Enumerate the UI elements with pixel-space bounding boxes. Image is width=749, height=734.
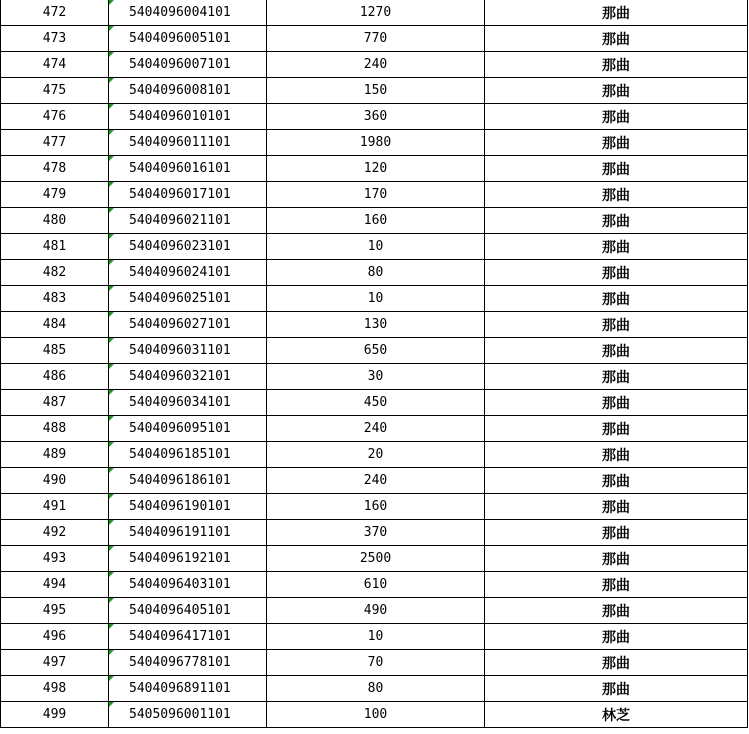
value-cell[interactable]: 150 bbox=[267, 78, 485, 104]
table-row bbox=[1, 416, 748, 442]
row-number-cell[interactable]: 496 bbox=[1, 624, 109, 650]
row-number-cell[interactable]: 486 bbox=[1, 364, 109, 390]
text-format-marker-icon bbox=[109, 650, 114, 655]
text-format-marker-icon bbox=[109, 130, 114, 135]
value-cell[interactable]: 1980 bbox=[267, 130, 485, 156]
table-row bbox=[1, 546, 748, 572]
code-text: 5404096891101 bbox=[129, 681, 231, 696]
code-cell[interactable] bbox=[109, 0, 267, 26]
region-cell[interactable]: 林芝 bbox=[485, 702, 748, 728]
region-cell[interactable]: 那曲 bbox=[485, 390, 748, 416]
code-cell[interactable] bbox=[109, 598, 267, 624]
value-cell[interactable]: 170 bbox=[267, 182, 485, 208]
region-cell[interactable]: 那曲 bbox=[485, 130, 748, 156]
code-cell[interactable] bbox=[109, 650, 267, 676]
code-cell[interactable] bbox=[109, 702, 267, 728]
row-number-cell[interactable]: 483 bbox=[1, 286, 109, 312]
code-cell[interactable] bbox=[109, 364, 267, 390]
code-text: 5404096025101 bbox=[129, 291, 231, 306]
region-cell[interactable]: 那曲 bbox=[485, 520, 748, 546]
row-number-cell[interactable]: 488 bbox=[1, 416, 109, 442]
region-cell[interactable]: 那曲 bbox=[485, 598, 748, 624]
code-text: 5405096001101 bbox=[129, 707, 231, 722]
row-number-cell[interactable]: 484 bbox=[1, 312, 109, 338]
region-cell[interactable]: 那曲 bbox=[485, 494, 748, 520]
text-format-marker-icon bbox=[109, 520, 114, 525]
table-row bbox=[1, 494, 748, 520]
row-number-cell[interactable]: 478 bbox=[1, 156, 109, 182]
region-cell[interactable]: 那曲 bbox=[485, 624, 748, 650]
code-cell[interactable] bbox=[109, 338, 267, 364]
table-row bbox=[1, 78, 748, 104]
text-format-marker-icon bbox=[109, 234, 114, 239]
text-format-marker-icon bbox=[109, 182, 114, 187]
text-format-marker-icon bbox=[109, 78, 114, 83]
code-cell[interactable] bbox=[109, 234, 267, 260]
region-cell[interactable]: 那曲 bbox=[485, 78, 748, 104]
row-number-cell[interactable]: 474 bbox=[1, 52, 109, 78]
row-number-cell[interactable]: 498 bbox=[1, 676, 109, 702]
table-row bbox=[1, 52, 748, 78]
code-text: 5404096023101 bbox=[129, 239, 231, 254]
text-format-marker-icon bbox=[109, 260, 114, 265]
code-text: 5404096004101 bbox=[129, 5, 231, 20]
code-text: 5404096192101 bbox=[129, 551, 231, 566]
row-number-cell[interactable]: 499 bbox=[1, 702, 109, 728]
code-cell[interactable] bbox=[109, 286, 267, 312]
value-cell[interactable]: 610 bbox=[267, 572, 485, 598]
row-number-cell[interactable]: 481 bbox=[1, 234, 109, 260]
code-text: 5404096190101 bbox=[129, 499, 231, 514]
code-cell[interactable] bbox=[109, 208, 267, 234]
value-cell[interactable]: 100 bbox=[267, 702, 485, 728]
table-row bbox=[1, 572, 748, 598]
region-cell[interactable]: 那曲 bbox=[485, 182, 748, 208]
region-cell[interactable]: 那曲 bbox=[485, 546, 748, 572]
table-row bbox=[1, 468, 748, 494]
region-cell[interactable]: 那曲 bbox=[485, 312, 748, 338]
value-cell[interactable]: 120 bbox=[267, 156, 485, 182]
region-cell[interactable]: 那曲 bbox=[485, 156, 748, 182]
table-row bbox=[1, 26, 748, 52]
code-text: 5404096095101 bbox=[129, 421, 231, 436]
code-cell[interactable] bbox=[109, 156, 267, 182]
code-cell[interactable] bbox=[109, 78, 267, 104]
region-cell[interactable]: 那曲 bbox=[485, 104, 748, 130]
code-cell[interactable] bbox=[109, 494, 267, 520]
text-format-marker-icon bbox=[109, 676, 114, 681]
table-row bbox=[1, 598, 748, 624]
text-format-marker-icon bbox=[109, 546, 114, 551]
region-cell[interactable]: 那曲 bbox=[485, 234, 748, 260]
code-cell[interactable] bbox=[109, 26, 267, 52]
value-cell[interactable]: 240 bbox=[267, 468, 485, 494]
region-cell[interactable]: 那曲 bbox=[485, 338, 748, 364]
text-format-marker-icon bbox=[109, 156, 114, 161]
value-cell[interactable]: 10 bbox=[267, 624, 485, 650]
text-format-marker-icon bbox=[109, 0, 114, 5]
code-text: 5404096027101 bbox=[129, 317, 231, 332]
code-text: 5404096185101 bbox=[129, 447, 231, 462]
code-text: 5404096007101 bbox=[129, 57, 231, 72]
value-cell[interactable]: 80 bbox=[267, 676, 485, 702]
row-number-cell[interactable]: 475 bbox=[1, 78, 109, 104]
text-format-marker-icon bbox=[109, 208, 114, 213]
code-text: 5404096024101 bbox=[129, 265, 231, 280]
row-number-cell[interactable]: 493 bbox=[1, 546, 109, 572]
value-cell[interactable]: 130 bbox=[267, 312, 485, 338]
code-cell[interactable] bbox=[109, 416, 267, 442]
region-cell[interactable]: 那曲 bbox=[485, 442, 748, 468]
text-format-marker-icon bbox=[109, 598, 114, 603]
value-cell[interactable]: 10 bbox=[267, 286, 485, 312]
table-row bbox=[1, 676, 748, 702]
row-number-cell[interactable]: 479 bbox=[1, 182, 109, 208]
row-number-cell[interactable]: 497 bbox=[1, 650, 109, 676]
code-cell[interactable] bbox=[109, 390, 267, 416]
text-format-marker-icon bbox=[109, 468, 114, 473]
table-row bbox=[1, 156, 748, 182]
region-cell[interactable]: 那曲 bbox=[485, 572, 748, 598]
code-text: 5404096186101 bbox=[129, 473, 231, 488]
code-text: 5404096021101 bbox=[129, 213, 231, 228]
table-row bbox=[1, 702, 748, 728]
table-row bbox=[1, 338, 748, 364]
table-row bbox=[1, 0, 748, 26]
table-row bbox=[1, 624, 748, 650]
value-cell[interactable]: 650 bbox=[267, 338, 485, 364]
table-row bbox=[1, 312, 748, 338]
value-cell[interactable]: 360 bbox=[267, 104, 485, 130]
text-format-marker-icon bbox=[109, 338, 114, 343]
text-format-marker-icon bbox=[109, 624, 114, 629]
region-cell[interactable]: 那曲 bbox=[485, 286, 748, 312]
value-cell[interactable]: 770 bbox=[267, 26, 485, 52]
value-cell[interactable]: 20 bbox=[267, 442, 485, 468]
code-cell[interactable] bbox=[109, 130, 267, 156]
region-cell[interactable]: 那曲 bbox=[485, 260, 748, 286]
region-cell[interactable]: 那曲 bbox=[485, 364, 748, 390]
row-number-cell[interactable]: 477 bbox=[1, 130, 109, 156]
text-format-marker-icon bbox=[109, 702, 114, 707]
row-number-cell[interactable]: 473 bbox=[1, 26, 109, 52]
value-cell[interactable]: 30 bbox=[267, 364, 485, 390]
text-format-marker-icon bbox=[109, 104, 114, 109]
code-cell[interactable] bbox=[109, 572, 267, 598]
region-cell[interactable]: 那曲 bbox=[485, 468, 748, 494]
code-cell[interactable] bbox=[109, 468, 267, 494]
row-number-cell[interactable]: 482 bbox=[1, 260, 109, 286]
region-cell[interactable]: 那曲 bbox=[485, 650, 748, 676]
code-text: 5404096011101 bbox=[129, 135, 231, 150]
row-number-cell[interactable]: 476 bbox=[1, 104, 109, 130]
text-format-marker-icon bbox=[109, 52, 114, 57]
text-format-marker-icon bbox=[109, 572, 114, 577]
table-row bbox=[1, 234, 748, 260]
value-cell[interactable]: 490 bbox=[267, 598, 485, 624]
text-format-marker-icon bbox=[109, 416, 114, 421]
region-cell[interactable]: 那曲 bbox=[485, 52, 748, 78]
text-format-marker-icon bbox=[109, 390, 114, 395]
row-number-cell[interactable]: 472 bbox=[1, 0, 109, 26]
code-cell[interactable] bbox=[109, 52, 267, 78]
text-format-marker-icon bbox=[109, 364, 114, 369]
row-number-cell[interactable]: 487 bbox=[1, 390, 109, 416]
code-cell[interactable] bbox=[109, 676, 267, 702]
text-format-marker-icon bbox=[109, 286, 114, 291]
table-row bbox=[1, 130, 748, 156]
row-number-cell[interactable]: 480 bbox=[1, 208, 109, 234]
code-text: 5404096191101 bbox=[129, 525, 231, 540]
table-row bbox=[1, 390, 748, 416]
table-row bbox=[1, 442, 748, 468]
text-format-marker-icon bbox=[109, 312, 114, 317]
value-cell[interactable]: 2500 bbox=[267, 546, 485, 572]
row-number-cell[interactable]: 494 bbox=[1, 572, 109, 598]
row-number-cell[interactable]: 490 bbox=[1, 468, 109, 494]
table-row bbox=[1, 286, 748, 312]
value-cell[interactable]: 10 bbox=[267, 234, 485, 260]
table-row bbox=[1, 364, 748, 390]
value-cell[interactable]: 240 bbox=[267, 416, 485, 442]
row-number-cell[interactable]: 485 bbox=[1, 338, 109, 364]
code-text: 5404096032101 bbox=[129, 369, 231, 384]
code-text: 5404096016101 bbox=[129, 161, 231, 176]
value-cell[interactable]: 70 bbox=[267, 650, 485, 676]
row-number-cell[interactable]: 492 bbox=[1, 520, 109, 546]
value-cell[interactable]: 450 bbox=[267, 390, 485, 416]
text-format-marker-icon bbox=[109, 442, 114, 447]
text-format-marker-icon bbox=[109, 494, 114, 499]
region-cell[interactable]: 那曲 bbox=[485, 676, 748, 702]
value-cell[interactable]: 1270 bbox=[267, 0, 485, 26]
code-text: 5404096417101 bbox=[129, 629, 231, 644]
code-cell[interactable] bbox=[109, 442, 267, 468]
table-body bbox=[1, 0, 748, 728]
row-number-cell[interactable]: 491 bbox=[1, 494, 109, 520]
value-cell[interactable]: 370 bbox=[267, 520, 485, 546]
code-cell[interactable] bbox=[109, 520, 267, 546]
region-cell[interactable]: 那曲 bbox=[485, 0, 748, 26]
code-cell[interactable] bbox=[109, 546, 267, 572]
table-row bbox=[1, 104, 748, 130]
table-row bbox=[1, 520, 748, 546]
code-text: 5404096010101 bbox=[129, 109, 231, 124]
table-row bbox=[1, 208, 748, 234]
code-cell[interactable] bbox=[109, 260, 267, 286]
text-format-marker-icon bbox=[109, 26, 114, 31]
code-cell[interactable] bbox=[109, 182, 267, 208]
code-text: 5404096031101 bbox=[129, 343, 231, 358]
code-text: 5404096017101 bbox=[129, 187, 231, 202]
code-cell[interactable] bbox=[109, 104, 267, 130]
code-cell[interactable] bbox=[109, 624, 267, 650]
row-number-cell[interactable]: 495 bbox=[1, 598, 109, 624]
code-text: 5404096034101 bbox=[129, 395, 231, 410]
table-row bbox=[1, 182, 748, 208]
code-text: 5404096008101 bbox=[129, 83, 231, 98]
code-text: 5404096403101 bbox=[129, 577, 231, 592]
value-cell[interactable]: 160 bbox=[267, 494, 485, 520]
code-text: 5404096405101 bbox=[129, 603, 231, 618]
value-cell[interactable]: 80 bbox=[267, 260, 485, 286]
value-cell[interactable]: 240 bbox=[267, 52, 485, 78]
code-text: 5404096005101 bbox=[129, 31, 231, 46]
code-cell[interactable] bbox=[109, 312, 267, 338]
region-cell[interactable]: 那曲 bbox=[485, 208, 748, 234]
table-row bbox=[1, 650, 748, 676]
value-cell[interactable]: 160 bbox=[267, 208, 485, 234]
code-text: 5404096778101 bbox=[129, 655, 231, 670]
region-cell[interactable]: 那曲 bbox=[485, 26, 748, 52]
region-cell[interactable]: 那曲 bbox=[485, 416, 748, 442]
row-number-cell[interactable]: 489 bbox=[1, 442, 109, 468]
table-row bbox=[1, 260, 748, 286]
